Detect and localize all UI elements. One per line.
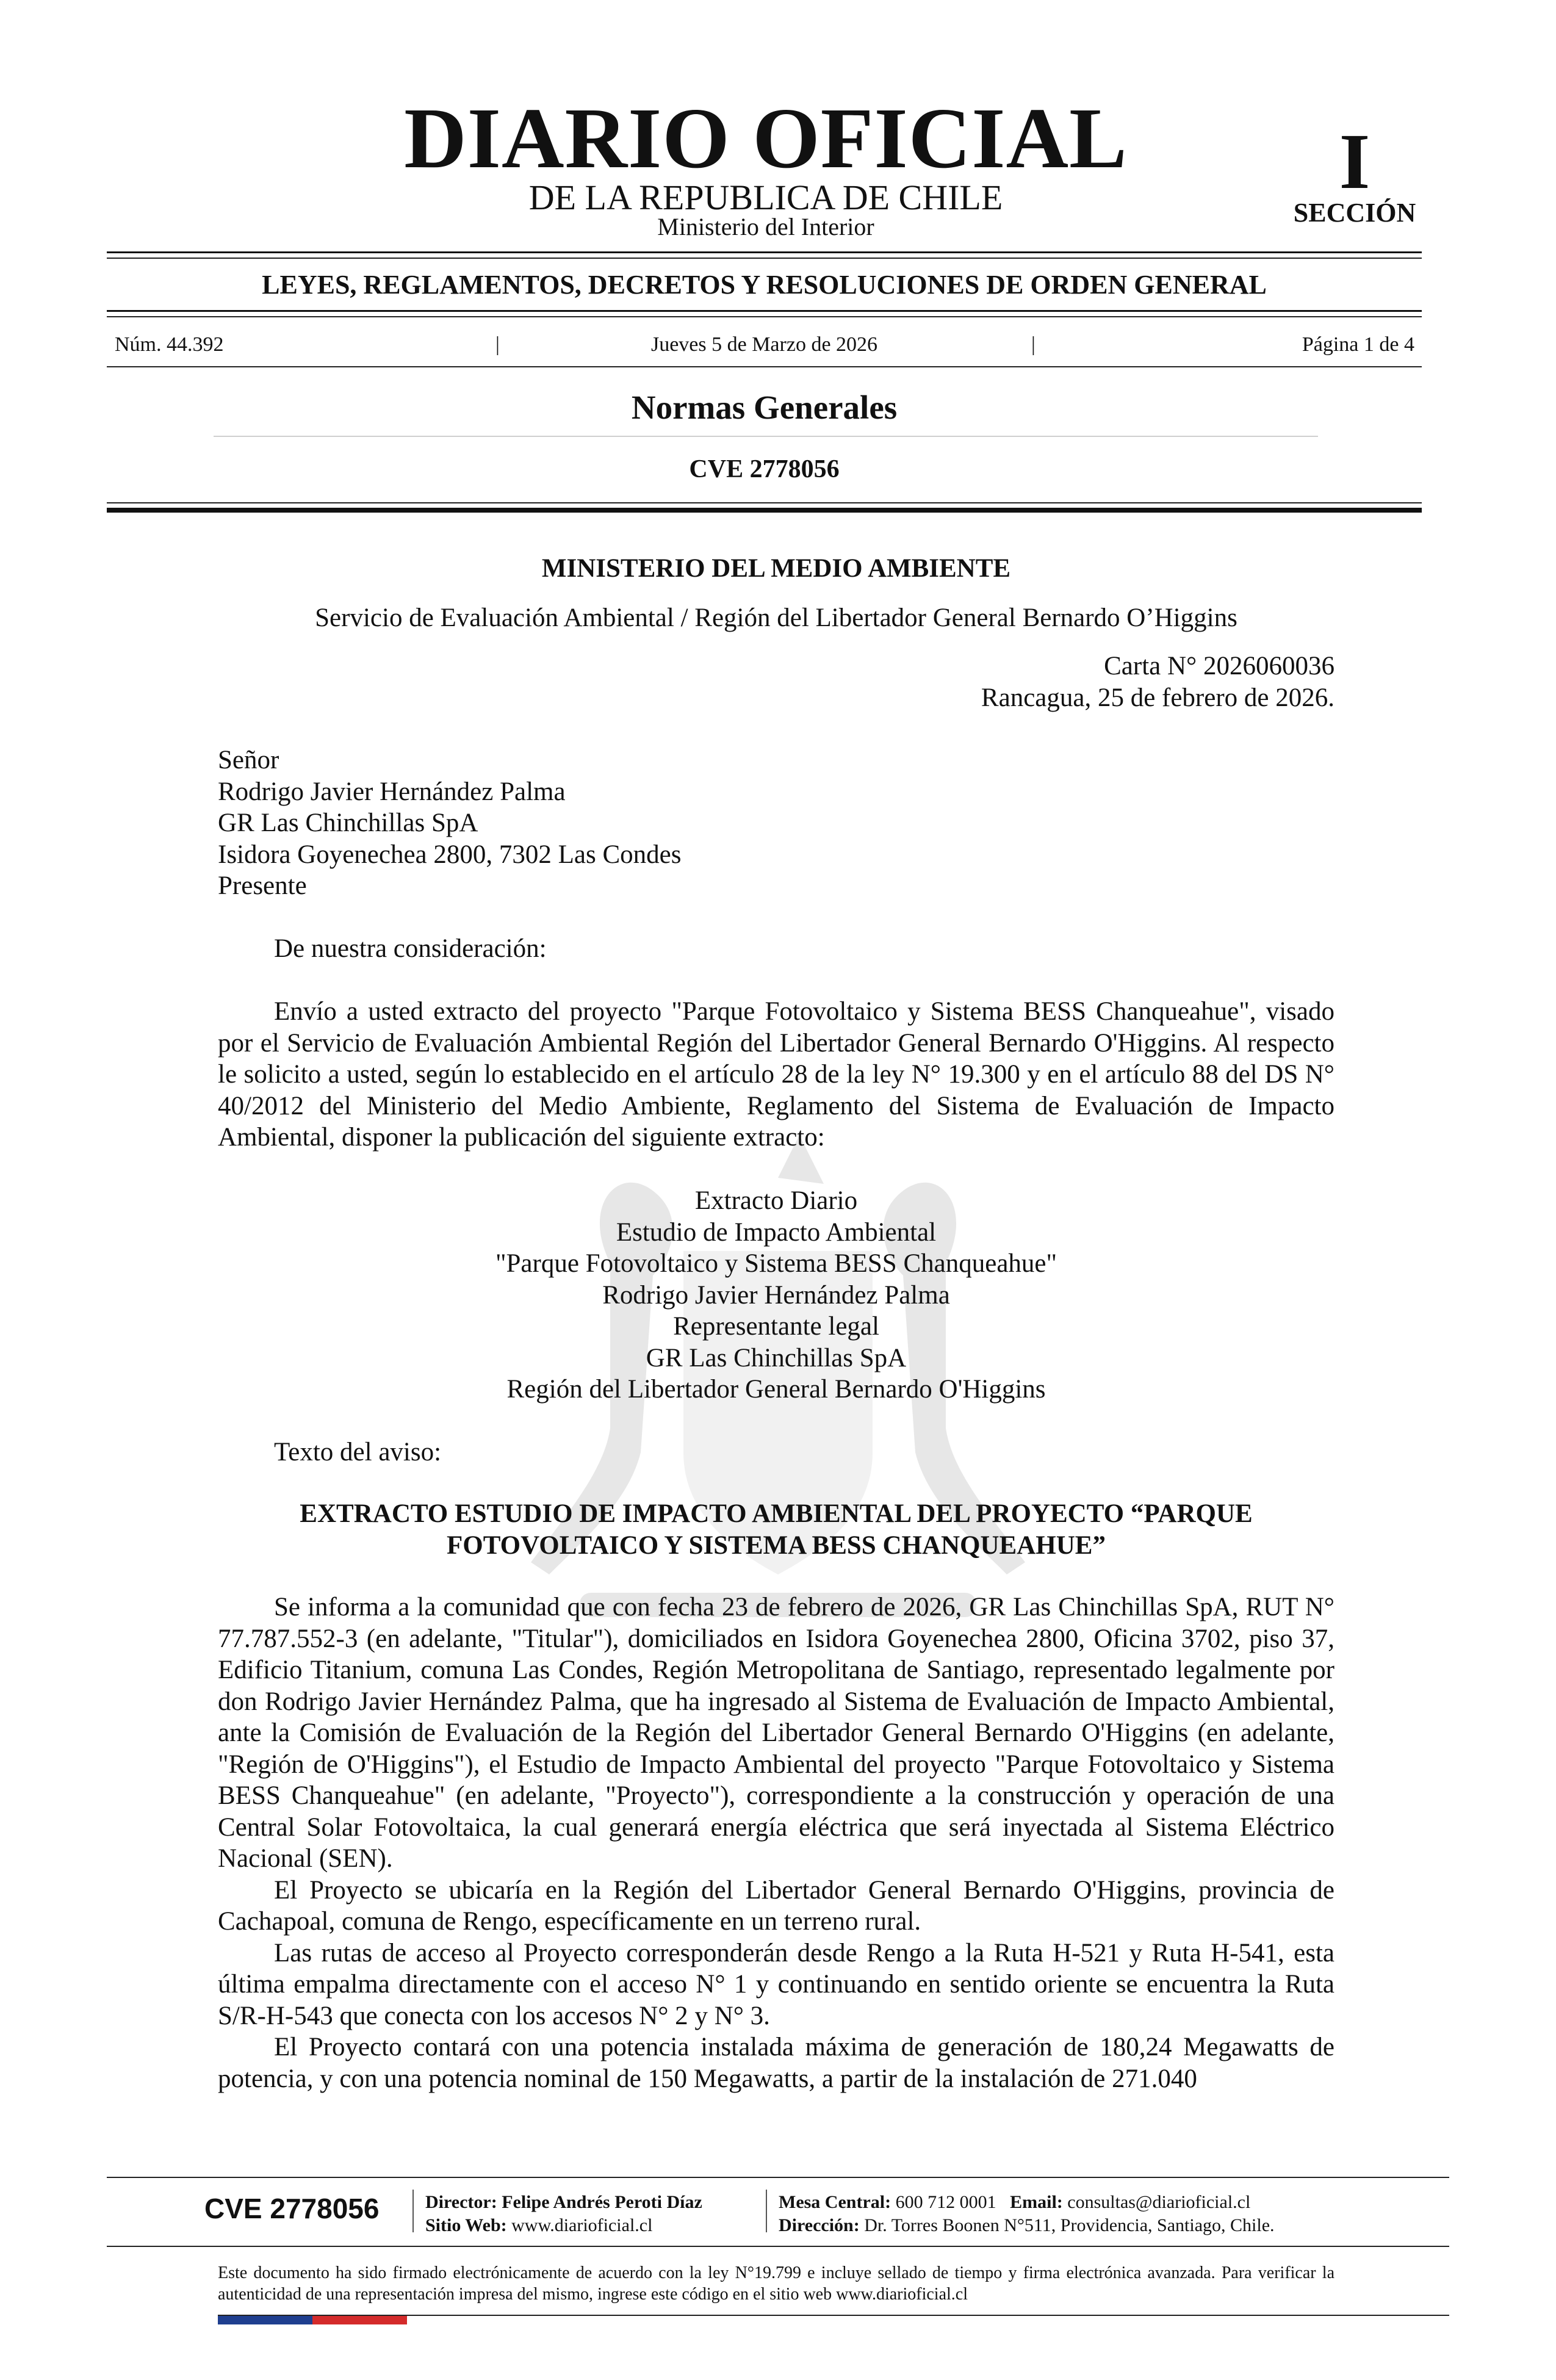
flag-stripe-red [312, 2316, 407, 2324]
notice-body [218, 1592, 1334, 2094]
notice-title: EXTRACTO ESTUDIO DE IMPACTO AMBIENTAL DEL PROYECTO “PARQUE FOTOVOLTAICO Y SISTEMA BESS CHANQUEAHUE” [300, 1499, 1253, 1560]
extract-header-line: Región del Libertador General Bernardo O'Higgins [506, 1375, 1046, 1404]
header-rule [107, 258, 1422, 259]
masthead-subtitle: DE LA REPUBLICA DE CHILE [528, 178, 1003, 217]
header-rule [107, 251, 1422, 253]
masthead-ministry: Ministerio del Interior [657, 213, 874, 240]
footer-rule [107, 2246, 1449, 2247]
footer-separator [766, 2190, 767, 2232]
page-indicator: Página 1 de 4 [1302, 333, 1414, 356]
notice-label: Texto del aviso: [274, 1438, 442, 1466]
website-link[interactable]: www.diarioficial.cl [511, 2215, 653, 2235]
section-numeral: I [1339, 118, 1371, 206]
letter-reference [218, 651, 1334, 713]
extract-header [218, 1185, 1334, 1405]
footer-separator [412, 2190, 414, 2232]
recipient-line: Rodrigo Javier Hernández Palma [218, 777, 566, 806]
issue-number: Núm. 44.392 [115, 333, 224, 356]
issue-date: Jueves 5 de Marzo de 2026 [650, 333, 878, 356]
website-label: Sitio Web: [425, 2215, 507, 2235]
cve-rule [107, 502, 1422, 503]
phone-label: Mesa Central: [779, 2192, 891, 2212]
extract-header-line: GR Las Chinchillas SpA [646, 1343, 907, 1372]
notice-paragraph: El Proyecto contará con una potencia instalada máxima de generación de 180,24 Megawatts de potencia, y con una potencia nominal de 150 Megawatts, a partir de la instalación de 271.040 [218, 2033, 1334, 2093]
section-title-rule [214, 436, 1318, 437]
extract-header-line: Rodrigo Javier Hernández Palma [602, 1280, 950, 1310]
address-text: Dr. Torres Boonen N°511, Providencia, Santiago, Chile. [864, 2215, 1275, 2235]
notice-paragraph: Se informa a la comunidad que con fecha 23 de febrero de 2026, GR Las Chinchillas SpA, RUT N° 77.787.552-3 (en adelante, "Titular"), domiciliados en Isidora Goyenechea 2800, Oficina 3702, piso 37, Edificio Titanium, comuna Las Condes, Región Metropolitana de Santiago, representado legalmente por don Rodrigo Javier Hernández Palma, que ha ingresado al Sistema de Evaluación de Impacto Ambiental, ante la Comisión de Evaluación de la Región del Libertador General Bernardo O'Higgins (en adelante, "Región de O'Higgins"), el Estudio de Impacto Ambiental del proyecto "Parque Fotovoltaico y Sistema BESS Chanqueahue" (en adelante, "Proyecto"), correspondiente a la construcción y operación de una Central Solar Fotovoltaica, la cual generará energía eléctrica que será inyectada al Sistema Eléctrico Nacional (SEN). [218, 1593, 1334, 1873]
category-heading: LEYES, REGLAMENTOS, DECRETOS Y RESOLUCIONES DE ORDEN GENERAL [262, 270, 1267, 300]
letter-place-date: Rancagua, 25 de febrero de 2026. [981, 683, 1334, 712]
recipient-line: Presente [218, 871, 307, 900]
masthead-title: DIARIO OFICIAL [404, 90, 1128, 186]
category-rule [107, 310, 1422, 312]
issuing-ministry: MINISTERIO DEL MEDIO AMBIENTE [541, 554, 1011, 583]
footer-cve-code: CVE 2778056 [204, 2193, 380, 2224]
recipient-line: Isidora Goyenechea 2800, 7302 Las Condes [218, 840, 682, 869]
extract-header-line: "Parque Fotovoltaico y Sistema BESS Chanqueahue" [495, 1249, 1057, 1278]
recipient-block [218, 745, 1334, 902]
address-label: Dirección: [779, 2215, 860, 2235]
cve-code: CVE 2778056 [689, 455, 840, 483]
issuing-service: Servicio de Evaluación Ambiental / Región del Libertador General Bernardo O’Higgins [315, 604, 1237, 632]
section-title: Normas Generales [631, 389, 898, 426]
recipient-line: GR Las Chinchillas SpA [218, 809, 478, 837]
intro-paragraph: Envío a usted extracto del proyecto "Parque Fotovoltaico y Sistema BESS Chanqueahue", visado por el Servicio de Evaluación Ambiental Región del Libertador General Bernardo O'Higgins. Al respecto le solicito a usted, según lo establecido en el artículo 28 de la ley N° 19.300 y en el artículo 88 del DS N° 40/2012 del Ministerio del Medio Ambiente, Reglamento del Sistema de Evaluación de Impacto Ambiental, disponer la publicación del siguiente extracto: [218, 997, 1334, 1152]
recipient-line: Señor [218, 746, 279, 774]
extract-header-line: Extracto Diario [694, 1186, 858, 1215]
extract-header-line: Representante legal [673, 1312, 879, 1341]
phone-number: 600 712 0001 [895, 2192, 996, 2212]
footer-director-block [425, 2191, 702, 2237]
email-label: Email: [1010, 2192, 1063, 2212]
category-rule [107, 316, 1422, 317]
footer-rule [107, 2177, 1449, 2178]
footer-legal-note: Este documento ha sido firmado electrónicamente de acuerdo con la ley N°19.799 e incluye sellado de tiempo y firma electrónica avanzada. Para verificar la autenticidad de una representación impresa del mismo, ingrese este código en el sitio web www.diarioficial.cl [218, 2263, 1334, 2304]
salutation: De nuestra consideración: [274, 934, 547, 963]
issue-separator: | [1031, 333, 1036, 356]
flag-stripe-blue [218, 2316, 312, 2324]
footer-contact-block [779, 2191, 1275, 2237]
notice-paragraph: El Proyecto se ubicaría en la Región del Libertador General Bernardo O'Higgins, provincia de Cachapoal, comuna de Rengo, específicamente en un terreno rural. [218, 1875, 1334, 1936]
issue-separator: | [495, 333, 500, 356]
notice-paragraph: Las rutas de acceso al Proyecto corresponderán desde Rengo a la Ruta H-521 y Ruta H-541, esta última empalma directamente con el acceso N° 1 y continuando en sentido oriente se encuentra la Ruta S/R-H-543 que conecta con los accesos N° 2 y N° 3. [218, 1938, 1334, 2030]
cve-rule [107, 508, 1422, 513]
email-link[interactable]: consultas@diarioficial.cl [1067, 2192, 1251, 2212]
director-label: Director: [425, 2192, 497, 2212]
letter-number: Carta N° 2026060036 [1104, 652, 1334, 680]
director-name: Felipe Andrés Peroti Díaz [502, 2192, 702, 2212]
extract-header-line: Estudio de Impacto Ambiental [616, 1217, 937, 1247]
issue-rule [107, 366, 1422, 367]
section-label: SECCIÓN [1293, 198, 1416, 228]
